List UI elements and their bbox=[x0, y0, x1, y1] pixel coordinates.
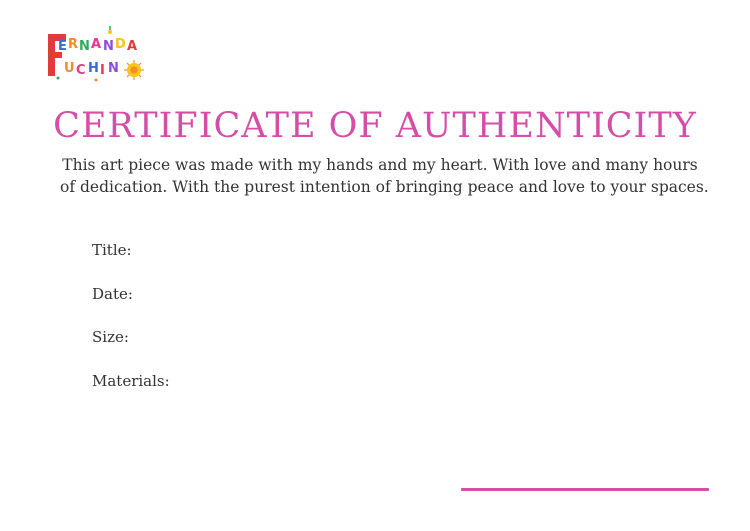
svg-text:C: C bbox=[76, 63, 86, 78]
brand-logo bbox=[48, 26, 148, 86]
svg-text:I: I bbox=[100, 63, 105, 78]
field-label-materials: Materials: bbox=[92, 372, 170, 390]
svg-text:N: N bbox=[79, 39, 90, 54]
svg-text:U: U bbox=[64, 61, 75, 76]
svg-text:R: R bbox=[68, 37, 79, 52]
svg-text:A: A bbox=[127, 39, 138, 54]
field-label-size: Size: bbox=[92, 328, 129, 346]
svg-text:H: H bbox=[88, 61, 99, 76]
certificate-title: CERTIFICATE OF AUTHENTICITY bbox=[53, 106, 697, 146]
field-label-title: Title: bbox=[92, 241, 132, 259]
field-label-date: Date: bbox=[92, 285, 133, 303]
svg-text:E: E bbox=[58, 39, 67, 54]
intro-line-1: This art piece was made with my hands and my heart. With love and many hours bbox=[62, 156, 698, 174]
intro-line-2: of dedication. With the purest intention of bringing peace and love to your spaces. bbox=[60, 178, 709, 196]
certificate-intro bbox=[60, 154, 709, 198]
svg-text:N: N bbox=[103, 39, 114, 54]
brand-logo-icon bbox=[48, 26, 148, 86]
signature-line bbox=[461, 488, 709, 491]
svg-text:N: N bbox=[108, 61, 119, 76]
svg-text:A: A bbox=[91, 37, 102, 52]
svg-text:D: D bbox=[115, 37, 126, 52]
